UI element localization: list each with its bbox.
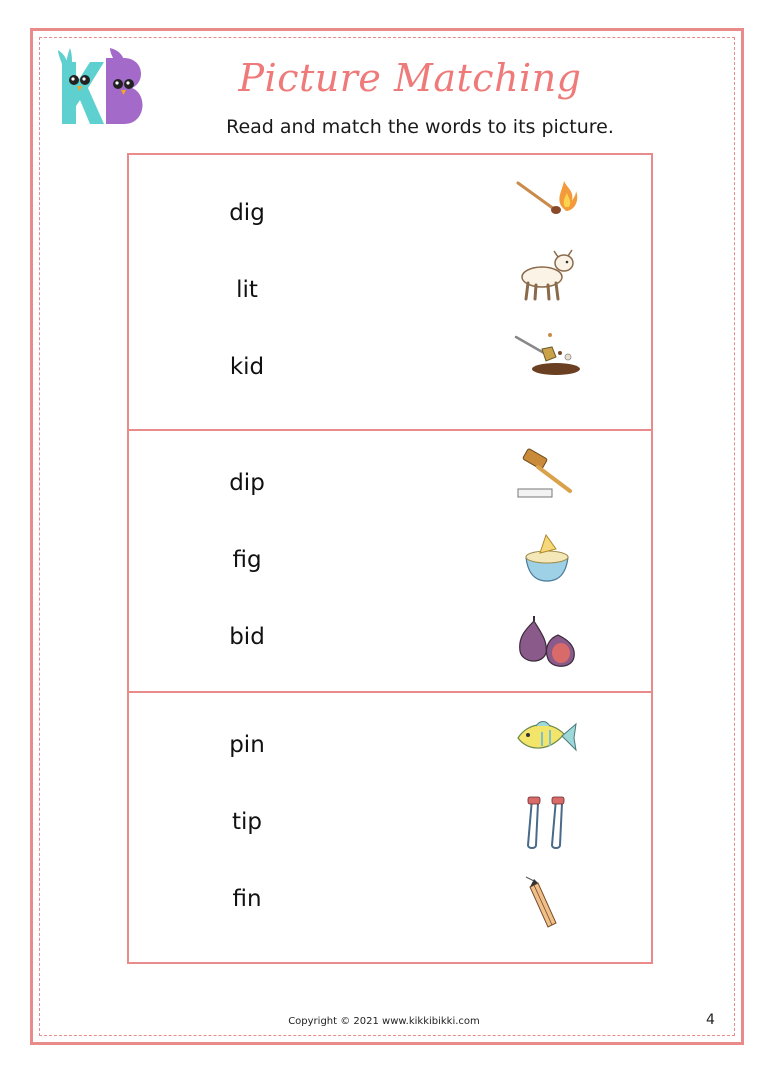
word-dig: dig bbox=[229, 200, 265, 226]
copyright-footer: Copyright © 2021 www.kikkibikki.com bbox=[288, 1016, 480, 1027]
word-lit: lit bbox=[236, 277, 258, 303]
word-kid: kid bbox=[229, 354, 265, 380]
word-dip: dip bbox=[229, 470, 265, 496]
fish-icon bbox=[512, 708, 582, 768]
pencil-tip-icon bbox=[512, 875, 582, 935]
word-fig: fig bbox=[232, 547, 262, 573]
instructions: Read and match the words to its picture. bbox=[226, 116, 614, 138]
section-divider bbox=[129, 429, 651, 431]
section-divider bbox=[129, 691, 651, 693]
baby-goat-icon bbox=[512, 243, 582, 303]
word-pin: pin bbox=[229, 732, 265, 758]
word-bid: bid bbox=[229, 624, 265, 650]
matching-board bbox=[127, 153, 653, 964]
figs-icon bbox=[512, 613, 582, 673]
safety-pins-icon bbox=[512, 793, 582, 853]
word-fin: fin bbox=[232, 886, 262, 912]
page-number: 4 bbox=[706, 1012, 715, 1028]
page-title: Picture Matching bbox=[238, 56, 582, 100]
kb-logo-icon bbox=[52, 48, 152, 130]
word-tip: tip bbox=[231, 809, 262, 835]
chip-and-dip-bowl-icon bbox=[512, 527, 582, 587]
lit-match-icon bbox=[512, 169, 582, 229]
shovel-digging-dirt-icon bbox=[512, 323, 582, 383]
gavel-icon bbox=[512, 445, 582, 505]
